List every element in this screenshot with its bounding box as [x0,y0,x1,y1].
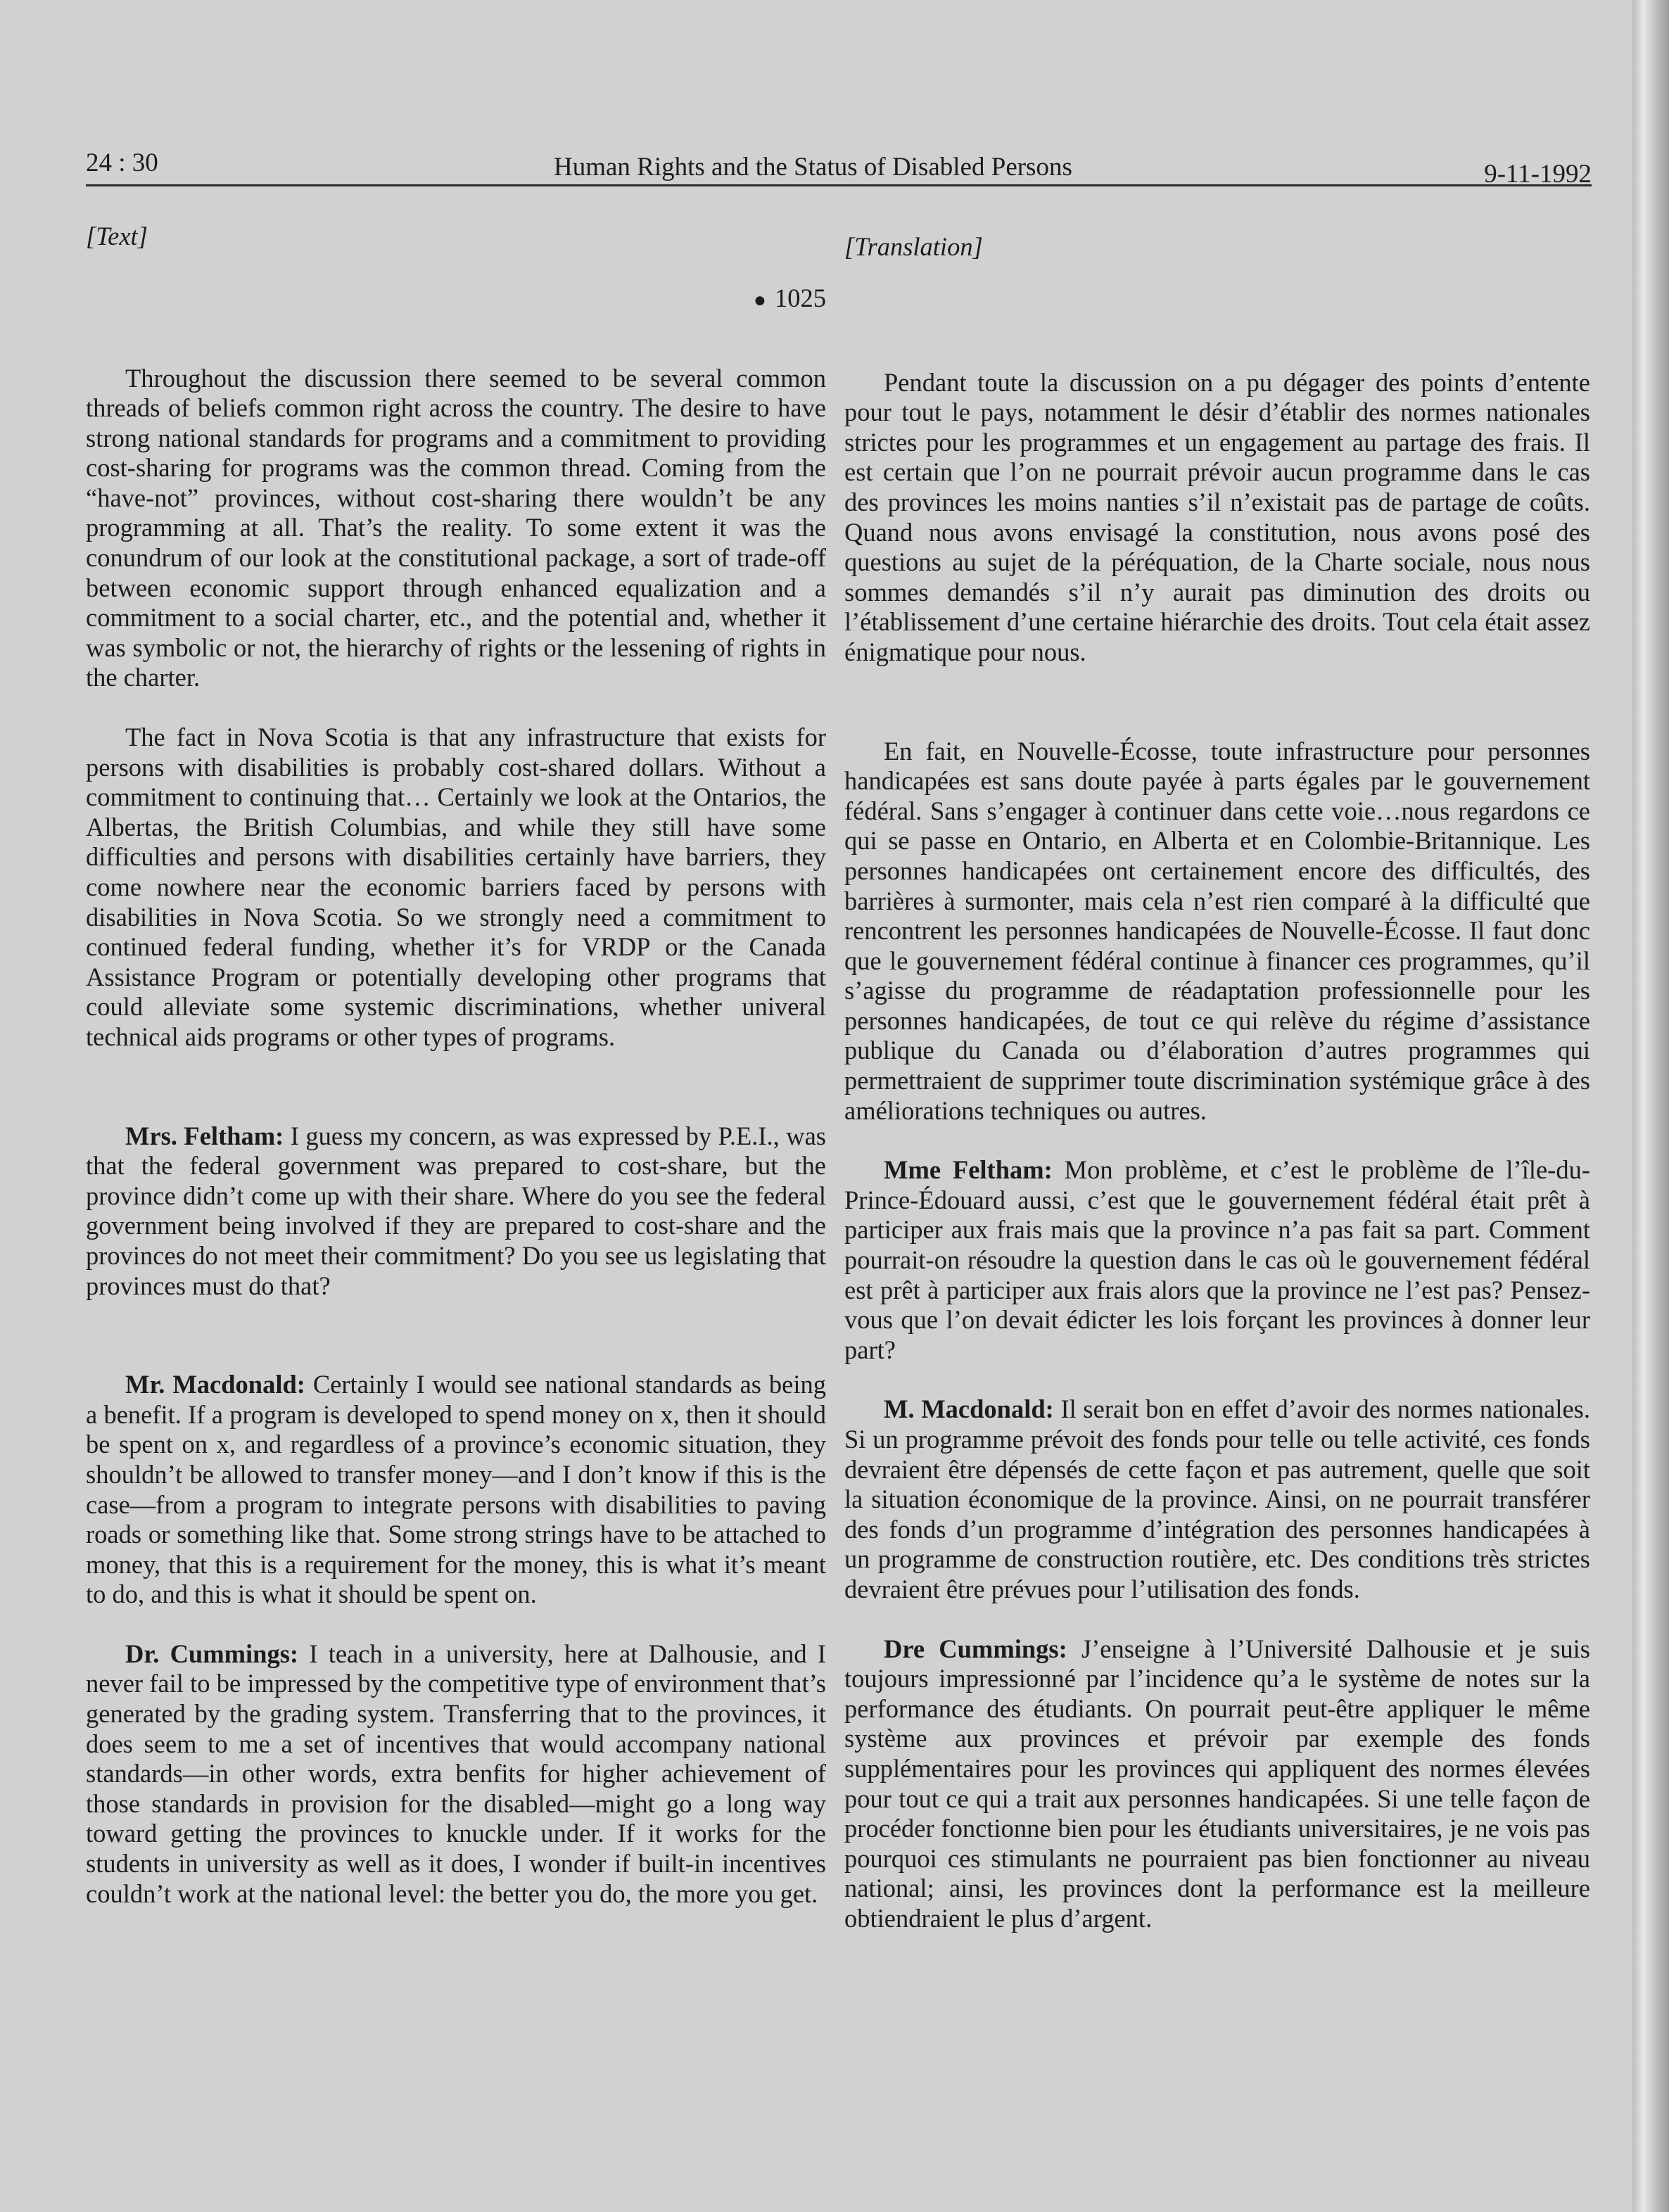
speaker-name: Dre Cummings: [884,1634,1067,1663]
paragraph [86,1370,826,1610]
french-column [844,232,1590,1934]
paragraph [844,1155,1590,1365]
time-marker [86,284,826,316]
page-number: 24 : 30 [86,148,158,177]
speaker-name: Mrs. Feltham: [125,1121,284,1150]
page-header [86,142,1592,189]
paragraph: The fact in Nova Scotia is that any infrastructure that exists for persons with disabilities is probably cost-shared dollars. Without a commitment to continuing that… Certainly we look at the Ontarios, the Albertas, the British Columbias, and while they still have some difficulties and persons with disabilities certainly have barriers, they come nowhere near the economic barriers faced by persons with disabilities in Nova Scotia. So we strongly need a commitment to continued federal funding, whether it’s for VRDP or the Canada Assistance Program or potentially developing other programs that could alleviate some systemic discriminations, whether univeral technical aids programs or other types of programs. [86,723,826,1051]
speech-text: J’enseigne à l’Université Dalhousie et je suis toujours impressionné par l’incidence qu’a le système de notes sur la performance des étudiants. On pourrait peut-être appliquer le même système aux provinces et prévoir par exemple des fonds supplémentaires pour les provinces qui appliquent des normes élevées pour tout ce qui a trait aux personnes handicapées. Si une telle façon de procéder fonctionne bien pour les étudiants universitaires, je ne vois pas pourquoi ces stimulants ne pourraient pas bien fonctionner au niveau national; ainsi, les provinces dont la performance est la meilleure obtiendraient le plus d’argent. [844,1634,1590,1933]
speech-text: Il serait bon en effet d’avoir des normes nationales. Si un programme prévoit des fonds pour telle ou telle activité, ces fonds devraient être dépensés de cette façon et pas autrement, quelle que soit la situation économique de la province. Ainsi, on ne pourrait transférer des fonds d’un programme d’intégration des personnes handicapées à un programme de construction routière, etc. Des conditions très strictes devraient être prévues pour l’utilisation des fonds. [844,1394,1591,1603]
speaker-name: Dr. Cummings: [125,1639,299,1668]
time-marker-value: 1025 [775,283,826,312]
paragraph: En fait, en Nouvelle-Écosse, toute infrastructure pour personnes handicapées est sans doute payée à parts égales par le gouvernement fédéral. Sans s’engager à continuer dans cette voie…nous regardons ce qui se passe en Ontario, en Alberta et en Colombie-Britannique. Les personnes handicapées ont certainement encore des difficultés, des barrières à surmonter, mais cela n’est rien comparé à la difficulté que rencontrent les personnes handicapées de Nouvelle-Écosse. Il faut donc que le gouvernement fédéral continue à financer ces programmes, qu’il s’agisse du programme de réadaptation professionnelle pour les personnes handicapées, de tout ce qui relève du régime d’assistance publique du Canada ou d’élaboration d’autres programmes qui permettraient de supprimer toute discrimination systémique grâce à des améliorations techniques ou autres. [844,736,1590,1125]
speaker-name: Mr. Macdonald: [125,1370,305,1399]
speech-text: I guess my concern, as was expressed by P.E.I., was that the federal government was prepared to cost-share, but the province didn’t come up with their share. Where do you see the federal government being involved if they are prepared to cost-share and the provinces do not meet their commitment? Do you see us legislating that provinces must do that? [86,1121,827,1300]
paragraph: Throughout the discussion there seemed to be several common threads of beliefs common right across the country. The desire to have strong national standards for programs and a commitment to providing cost-sharing for programs was the common thread. Coming from the “have-not” provinces, without cost-sharing there wouldn’t be any programming at all. That’s the reality. To some extent it was the conundrum of our look at the constitutional package, a sort of trade-off between economic support through enhanced equalization and a commitment to a social charter, etc., and the potential and, whether it was symbolic or not, the hierarchy of rights or the lessening of rights in the charter. [86,363,826,692]
paragraph: Pendant toute la discussion on a pu dégager des points d’entente pour tout le pays, notamment le désir d’établir des normes nationales strictes pour les programmes et un engagement au partage des frais. Il est certain que l’on ne pourrait prévoir aucun programme dans le cas des provinces les moins nanties s’il n’existait pas de partage de coûts. Quand nous avons envisagé la constitution, nous avons posé des questions au sujet de la péréquation, de la Charte sociale, nous nous sommes demandés s’il n’y aurait pas diminution des droits ou l’établissement d’une certaine hiérarchie des droits. Tout cela était assez énigmatique pour nous. [844,367,1590,666]
speech-text: I teach in a university, here at Dalhousie, and I never fail to be impressed by the competitive type of environment that’s generated by the grading system. Transferring that to the provinces, it does seem to me a set of incentives that would accompany national standards—in other words, extra benfits for higher achievement of those standards in provision for the disabled—might go a long way toward getting the provinces to knuckle under. If it works for the students in university as well as it does, I wonder if built-in incentives couldn’t work at the national level: the better you do, the more you get. [86,1639,826,1908]
speech-text: Mon problème, et c’est le problème de l’île-du-Prince-Édouard aussi, c’est que le gouvernement fédéral était prêt à participer aux frais mais que la province n’a pas fait sa part. Comment pourrait-on résoudre la question dans le cas où le gouvernement fédéral est prêt à participer aux frais alors que la province ne l’est pas? Pensez-vous que l’on devait édicter les lois forçant les provinces à donner leur part? [844,1155,1590,1364]
speaker-name: M. Macdonald: [884,1394,1054,1424]
translation-tag: [Translation] [844,232,983,261]
paragraph [86,1639,826,1909]
paragraph [844,1394,1590,1604]
text-tag: [Text] [86,222,148,250]
page-date: 9-11-1992 [1484,160,1592,189]
speech-text: Certainly I would see national standards as being a benefit. If a program is developed to spend money on x, then it should be spent on x, and regardless of a province’s economic situation, they shouldn’t be allowed to transfer money—and I don’t know if this is the case—from a program to integrate persons with disabilities to paving roads or something like that. Some strong strings have to be attached to money, that this is a requirement for the money, this is what it’s meant to do, and this is what it should be spent on. [86,1370,826,1609]
paragraph [844,1634,1590,1934]
bullet-icon: ● [753,288,766,312]
page-edge [1632,0,1669,2212]
english-column [86,222,826,1909]
paragraph [86,1121,826,1302]
running-title: Human Rights and the Status of Disabled Persons [554,153,1072,182]
speaker-name: Mme Feltham: [884,1155,1053,1185]
